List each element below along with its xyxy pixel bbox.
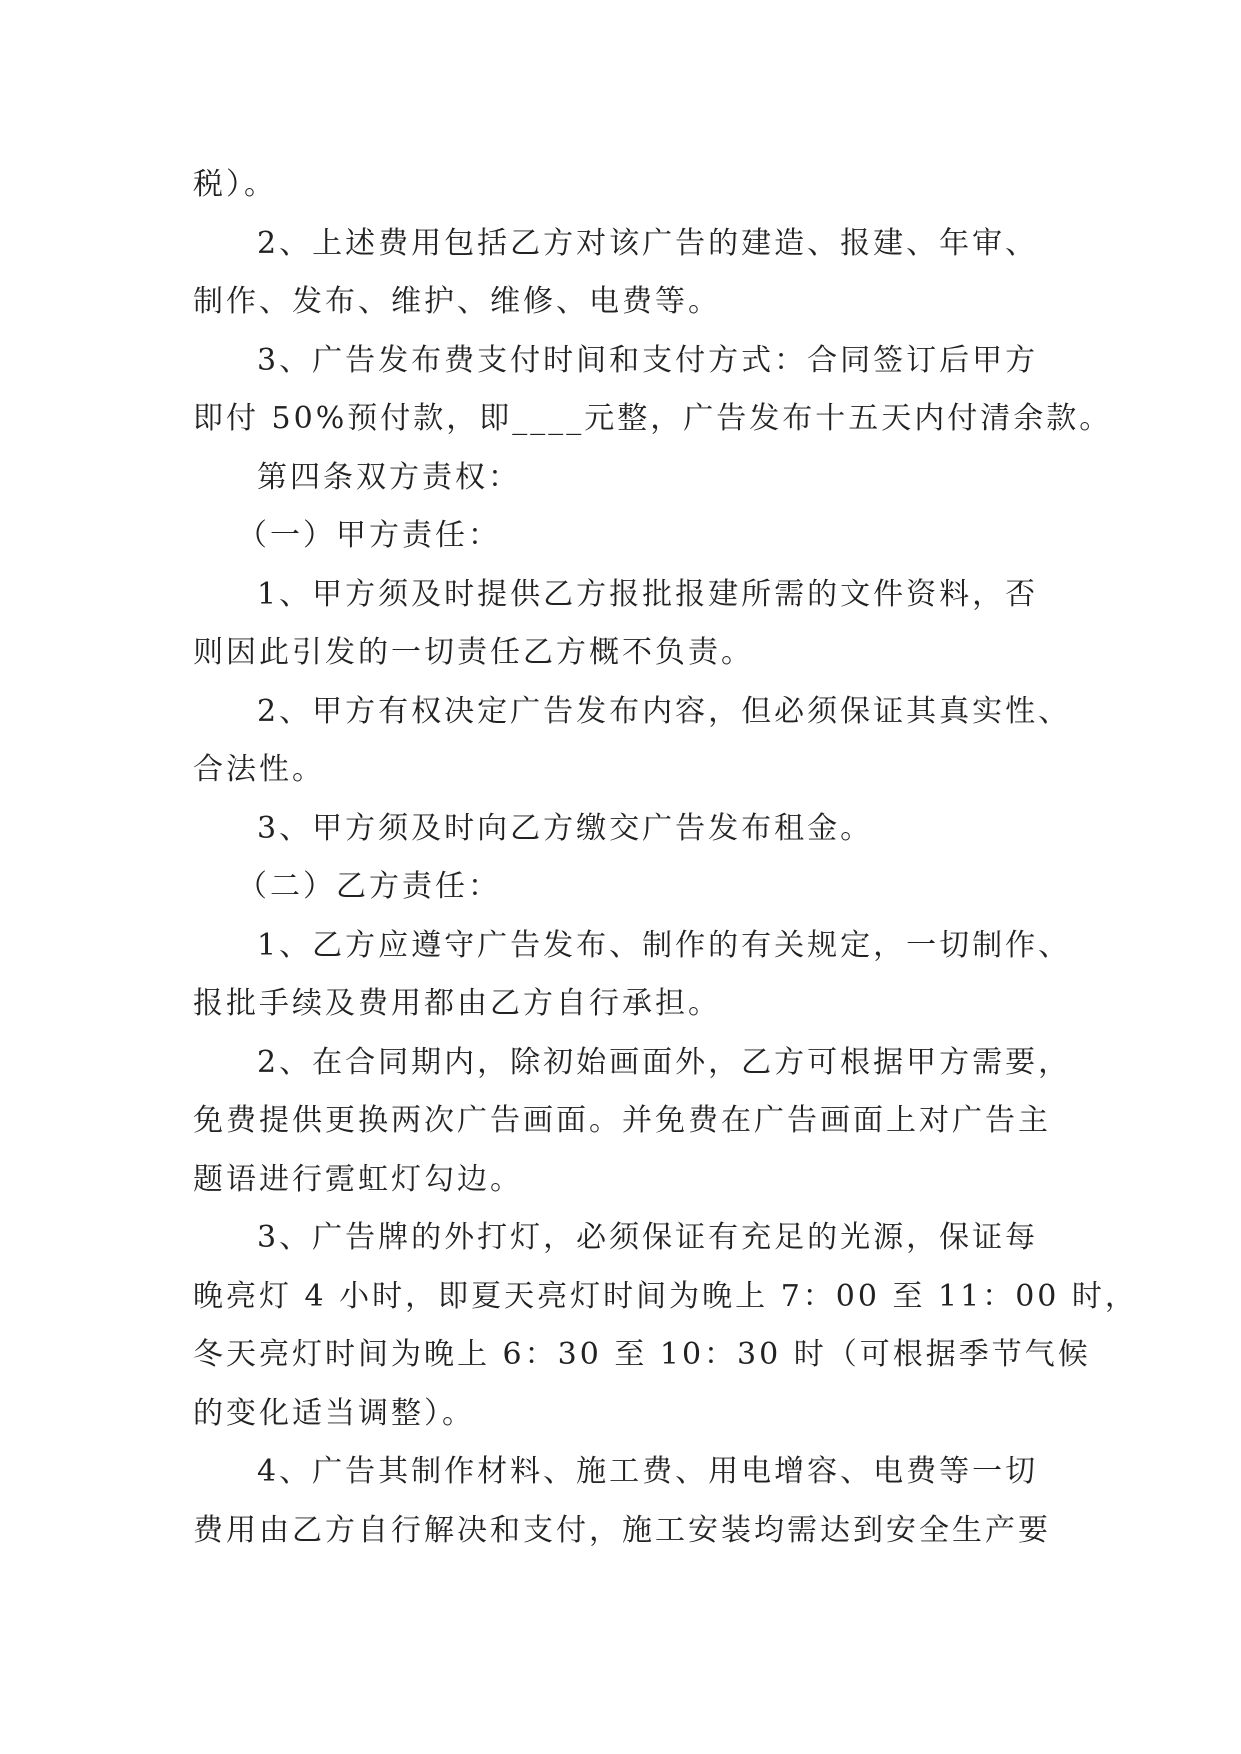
text-line-14: 1、乙方应遵守广告发布、制作的有关规定，一切制作、: [257, 927, 1072, 963]
document-body: [193, 156, 1138, 1560]
text-line-8: 1、甲方须及时提供乙方报批报建所需的文件资料，否: [257, 576, 1039, 612]
text-line-11: 合法性。: [193, 752, 325, 787]
section-heading: 第四条双方责权：: [257, 459, 521, 495]
text-line-19: 3、广告牌的外打灯，必须保证有充足的光源，保证每: [257, 1220, 1039, 1255]
text-line-3: 制作、发布、维护、维修、电费等。: [193, 284, 721, 319]
text-line-9: 则因此引发的一切责任乙方概不负责。: [193, 635, 754, 670]
subsection-heading-a: （一）甲方责任：: [237, 518, 501, 553]
text-line-22: 的变化适当调整）。: [193, 1395, 475, 1431]
text-line-17: 免费提供更换两次广告画面。并免费在广告画面上对广告主: [193, 1103, 1051, 1138]
text-line-10: 2、甲方有权决定广告发布内容，但必须保证其真实性、: [257, 693, 1072, 729]
subsection-heading-b: （二）乙方责任：: [237, 869, 501, 904]
text-line-4: 3、广告发布费支付时间和支付方式：合同签订后甲方: [257, 342, 1039, 378]
text-line-5: 即付 50%预付款，即____元整，广告发布十五天内付清余款。: [193, 401, 1113, 436]
text-line-21: 冬天亮灯时间为晚上 6：30 至 10：30 时（可根据季节气候: [193, 1337, 1091, 1372]
text-line-20: 晚亮灯 4 小时，即夏天亮灯时间为晚上 7：00 至 11：00 时，: [193, 1278, 1138, 1314]
text-line-18: 题语进行霓虹灯勾边。: [193, 1161, 523, 1197]
text-line-23: 4、广告其制作材料、施工费、用电增容、电费等一切: [257, 1454, 1039, 1489]
text-line-2: 2、上述费用包括乙方对该广告的建造、报建、年审、: [257, 225, 1039, 261]
text-line-24: 费用由乙方自行解决和支付，施工安装均需达到安全生产要: [193, 1512, 1051, 1548]
text-line-16: 2、在合同期内，除初始画面外，乙方可根据甲方需要，: [257, 1044, 1072, 1080]
text-line-12: 3、甲方须及时向乙方缴交广告发布租金。: [257, 810, 874, 846]
text-line-15: 报批手续及费用都由乙方自行承担。: [193, 986, 721, 1021]
text-line-1: 税）。: [193, 167, 277, 202]
